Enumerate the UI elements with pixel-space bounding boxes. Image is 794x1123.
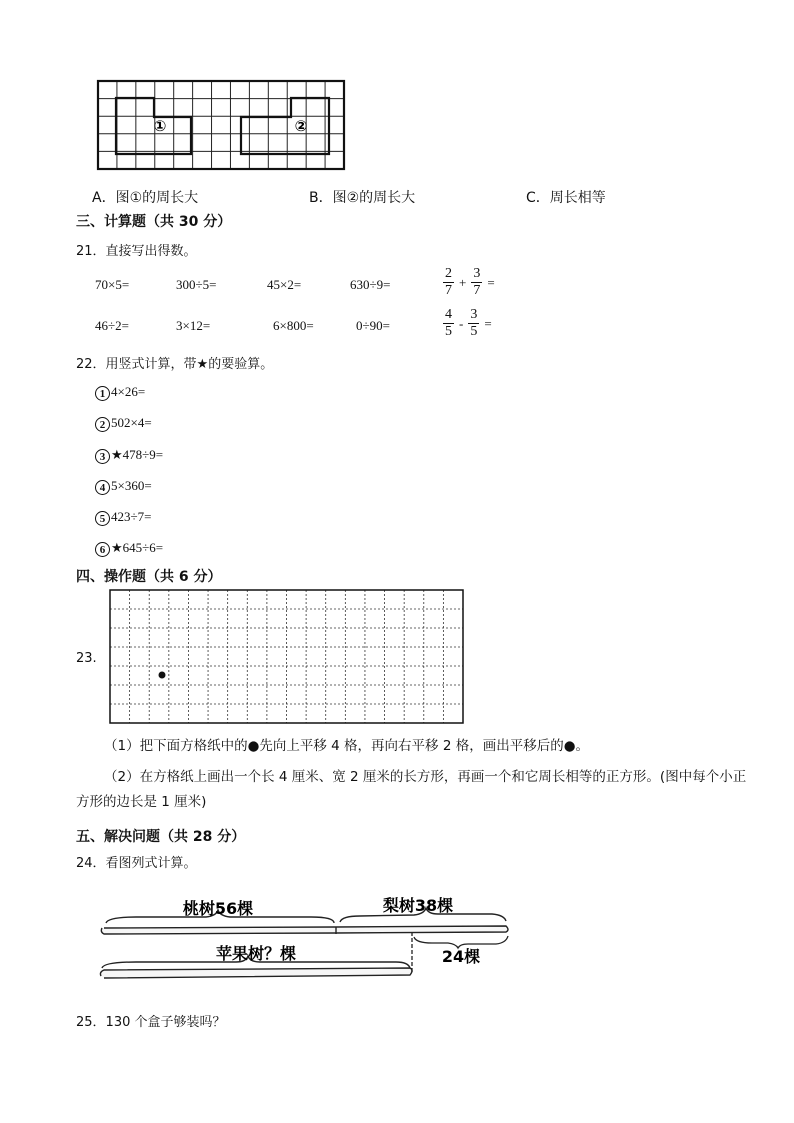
fraction-expression-2 xyxy=(443,307,497,340)
q21-item: 6×800= xyxy=(273,318,314,333)
frac-numerator: 3 xyxy=(470,307,478,322)
frac-equals: = xyxy=(484,315,492,331)
q22-item-number: 2 xyxy=(95,417,110,432)
q23-part1: （1）把下面方格纸中的●先向上平移 4 格，再向右平移 2 格，画出平移后的●。 xyxy=(104,738,589,754)
shape-1-label: ① xyxy=(153,117,167,135)
frac-denominator: 5 xyxy=(470,324,478,339)
q23-part2: （2）在方格纸上画出一个长 4 厘米、宽 2 厘米的长方形，再画一个和它周长相等的正方形。(图中每个小正方形的边长是 1 厘米) xyxy=(76,769,747,810)
q22-item xyxy=(95,447,163,464)
section-5-title: 五、解决问题（共 28 分） xyxy=(76,829,246,845)
shape-2-label: ② xyxy=(294,117,308,135)
q22-item-number: 3 xyxy=(95,449,110,464)
q23-label: 23. xyxy=(76,651,97,666)
frac-denominator: 7 xyxy=(445,283,452,298)
target-dot xyxy=(159,672,166,679)
q22-item xyxy=(95,384,145,401)
q22-item-expr: 5×360= xyxy=(111,478,152,493)
line-segment-diagram xyxy=(96,888,516,990)
q24-text: 24．看图列式计算。 xyxy=(76,856,197,871)
q22-item xyxy=(95,478,152,495)
q22-item-number: 6 xyxy=(95,542,110,557)
q22-item xyxy=(95,540,163,557)
q21-item: 0÷90= xyxy=(356,318,390,333)
section-3-title: 三、计算题（共 30 分） xyxy=(76,214,232,230)
q21-item: 630÷9= xyxy=(350,277,391,292)
q22-item-expr: 502×4= xyxy=(111,415,152,430)
q21-item: 70×5= xyxy=(95,277,130,292)
perimeter-figure-grid xyxy=(96,79,348,173)
q25-text: 25．130 个盒子够装吗？ xyxy=(76,1015,226,1030)
q22-item xyxy=(95,509,151,526)
section-4-title: 四、操作题（共 6 分） xyxy=(76,569,222,585)
q21-text: 21．直接写出得数。 xyxy=(76,244,197,259)
peach-label: 桃树56棵 xyxy=(182,899,254,918)
q21-item: 3×12= xyxy=(176,318,211,333)
q22-item-expr: ★478÷9= xyxy=(111,447,164,462)
q21-item: 300÷5= xyxy=(176,277,217,292)
q22-item-number: 4 xyxy=(95,480,110,495)
option-c: C．周长相等 xyxy=(526,190,606,206)
frac-operator: - xyxy=(459,315,464,331)
q22-item-number: 5 xyxy=(95,511,110,526)
frac-denominator: 5 xyxy=(445,324,452,339)
difference-label: 24棵 xyxy=(441,947,481,966)
frac-operator: + xyxy=(459,274,467,290)
frac-numerator: 4 xyxy=(445,307,452,322)
q22-text: 22．用竖式计算，带★的要验算。 xyxy=(76,357,274,372)
dotted-square-grid xyxy=(109,589,466,726)
q22-item-expr: 4×26= xyxy=(111,384,146,399)
q22-item-expr: ★645÷6= xyxy=(111,540,164,555)
pear-label: 梨树38棵 xyxy=(382,896,454,915)
frac-equals: = xyxy=(487,274,495,290)
apple-label: 苹果树？棵 xyxy=(215,944,297,963)
fraction-expression-1 xyxy=(443,266,500,299)
q22-item xyxy=(95,415,152,432)
q22-item-number: 1 xyxy=(95,386,110,401)
frac-denominator: 7 xyxy=(473,283,481,298)
option-b: B．图②的周长大 xyxy=(309,190,416,206)
frac-numerator: 2 xyxy=(445,266,452,281)
q22-item-expr: 423÷7= xyxy=(111,509,152,524)
q21-item: 46÷2= xyxy=(95,318,129,333)
option-a: A．图①的周长大 xyxy=(92,190,199,206)
frac-numerator: 3 xyxy=(473,266,481,281)
q21-item: 45×2= xyxy=(267,277,302,292)
